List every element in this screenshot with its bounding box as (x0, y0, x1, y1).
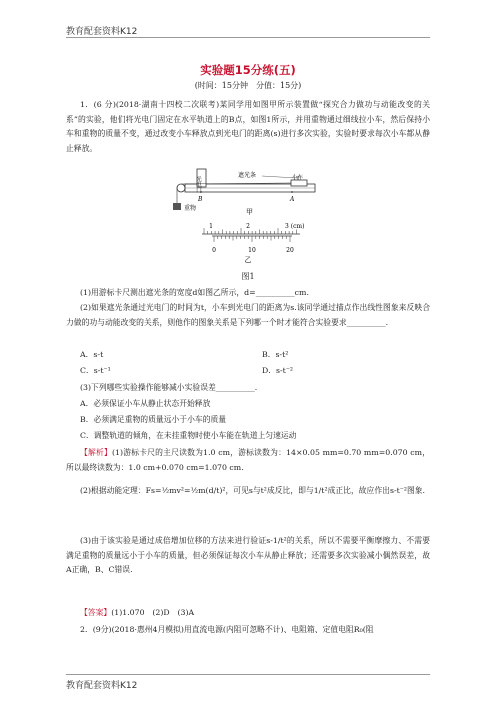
page-title: 实验题15分练(五) (200, 63, 296, 77)
label-weight: 重物 (184, 205, 197, 212)
label-yi: 乙 (244, 256, 252, 264)
pulley-icon (177, 184, 185, 192)
analysis-1-text: (1)游标卡尺的主尺读数为1.0 cm，游标读数为：14×0.05 mm=0.70 mm=0.070 cm，所以最终读数为：1.0 cm+0.070 cm=1.070 cm. (66, 448, 430, 472)
main-scale-num: 2 (246, 223, 250, 230)
option-3b: B．必须满足重物的质量远小于小车的质量 (80, 415, 227, 424)
option-2c: C．s-t⁻¹ (80, 366, 111, 375)
label-jia: 甲 (246, 208, 253, 216)
label-light-gate: 光电门 (195, 176, 201, 193)
vernier-num: 10 (248, 247, 256, 254)
q1-part2: (2)如果遮光条通过光电门的时间为t，小车到光电门的距离为s.该同学通过描点作出线性图象来反映合力做的功与动能改变的关系，则他作的图象关系是下列哪一个时才能符合实验要求__________. (66, 303, 430, 327)
vernier-scale (212, 236, 294, 254)
label-shade-strip: 遮光条 (238, 172, 257, 179)
analysis-tag: 【解析】 (80, 448, 112, 457)
page-footer: 教育配套资料K12 (66, 681, 138, 691)
main-scale-num: 1 (209, 223, 213, 230)
vernier-num: 0 (212, 247, 216, 254)
label-A: A (290, 196, 295, 203)
option-2a: A．s-t (80, 350, 104, 359)
weight-block (173, 203, 181, 210)
label-cart: 小车 (292, 175, 304, 181)
option-2b: B．s-t² (262, 350, 289, 359)
main-scale (202, 223, 304, 234)
page-header: 教育配套资料K12 (66, 27, 138, 37)
answer-text: (1)1.070 (2)D (3)A (111, 608, 195, 617)
figure-1 (0, 0, 496, 290)
option-3a: A．必须保证小车从静止状态开始释放 (80, 399, 211, 408)
figure-caption: 图1 (241, 272, 255, 281)
answer-tag: 【答案】 (80, 608, 112, 617)
q2-intro: 2．(9分)(2018·惠州4月模拟)用直流电源(内阻可忽略不计)、电阻箱、定值电阻R₀(阻 (80, 625, 374, 634)
option-2d: D．s-t⁻² (262, 366, 294, 375)
q1-analysis-1 (66, 446, 430, 475)
main-scale-num: 3 (cm) (285, 223, 305, 230)
footer-rule (66, 674, 430, 675)
q1-part1: (1)用游标卡尺测出遮光条的宽度d如图乙所示，d=__________cm. (80, 288, 309, 297)
q1-intro: 1．(6 分)(2018·湖南十四校二次联考)某同学用如图甲所示装置做“探究合力做功与动能改变的关系”的实验，他们将光电门固定在水平轨道上的B点，如图1所示，并用重物通过细线拉小车，然后保持小车和重物的质量不变，通过改变小车释放点到光电门的距离(s)进行多次实验，实验时要求每次小车都从静止释放。 (66, 100, 430, 153)
vernier-num: 20 (286, 247, 294, 254)
q1-part3: (3)下列哪些实验操作能够减小实验误差__________. (80, 383, 258, 392)
q1-answer (66, 606, 430, 621)
q1-analysis-3: (3)由于该实验是通过成倍增加位移的方法来进行验证s-1/t²的关系，所以不需要平衡摩擦力、不需要满足重物的质量远小于小车的质量，但必须保证每次小车从静止释放；还需要多次实验减小偶然误差，故A正确，B、C错误. (66, 536, 430, 575)
page-subtitle: (时间：15分钟 分值：15分) (194, 81, 302, 90)
option-3c: C．调整轨道的倾角，在未挂重物时使小车能在轨道上匀速运动 (80, 431, 297, 440)
q1-analysis-2: (2)根据动能定理：Fs=½mv²=½m(d/t)²，可见s与t²成反比，即与1/t²成正比，故应作出s-t⁻²图象. (80, 486, 426, 495)
label-B: B (198, 196, 203, 203)
